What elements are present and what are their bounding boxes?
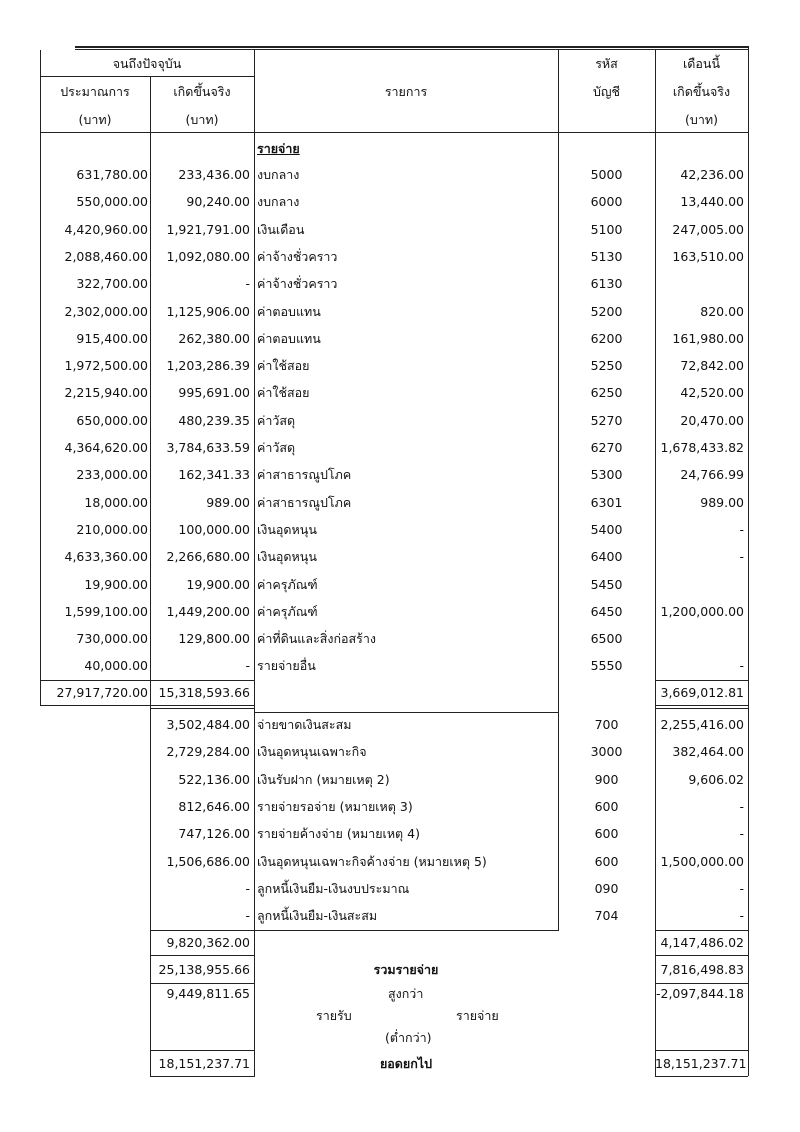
subtotal-rule-top [40,680,255,681]
header-code-1: รหัส [595,56,618,71]
header-actual-month: เกิดขึ้นจริง [672,84,731,99]
row-estimate: 4,633,360.00 [64,549,148,564]
row-item: เงินอุดหนุน [257,522,317,537]
row-month: - [739,522,744,537]
header-split-rule [40,76,255,77]
row-estimate: 650,000.00 [76,413,148,428]
subtotal2-month: 4,147,486.02 [660,935,744,950]
row-code: 6270 [590,440,623,455]
row-estimate: 210,000.00 [76,522,148,537]
row-code: 5000 [590,167,623,182]
subtotal-rule-bottom [40,705,255,706]
subtotal2-actual: 9,820,362.00 [166,935,250,950]
row-month: 1,200,000.00 [660,604,744,619]
row-item: งบกลาง [257,167,300,182]
row-actual: 480,239.35 [178,413,250,428]
row-actual: 1,921,791.00 [166,222,250,237]
row-actual: - [245,276,250,291]
diff-expense: รายจ่าย [456,1008,499,1023]
header-code-2: บัญชี [592,84,621,99]
diff-actual: 9,449,811.65 [166,986,250,1001]
row2-month: 9,606.02 [688,772,744,787]
subtotal-estimate: 27,917,720.00 [56,685,148,700]
row2-code: 700 [594,717,619,732]
carry-rule-bottom-right [655,1076,748,1077]
row-actual: - [245,658,250,673]
row-code: 6400 [590,549,623,564]
row2-actual: 3,502,484.00 [166,717,250,732]
row-actual: 1,203,286.39 [166,358,250,373]
row-estimate: 40,000.00 [84,658,148,673]
row2-month: 1,500,000.00 [660,854,744,869]
row2-code: 600 [594,799,619,814]
row-estimate: 233,000.00 [76,467,148,482]
row2-code: 3000 [590,744,623,759]
row-estimate: 1,972,500.00 [64,358,148,373]
row-code: 5550 [590,658,623,673]
diff-higher: สูงกว่า [388,986,424,1001]
header-this-month: เดือนนี้ [683,56,720,71]
col-line-act [254,50,255,1076]
total-rule-top [150,955,255,956]
diff-lower: (ต่ำกว่า) [385,1030,432,1045]
subtotal2-rule-top [150,930,255,931]
row-item: ค่าวัสดุ [257,413,296,428]
row-actual: 19,900.00 [186,577,250,592]
row2-code: 900 [594,772,619,787]
row-actual: 262,380.00 [178,331,250,346]
row-item: ค่าสาธารณูปโภค [257,495,352,510]
row2-item: ลูกหนี้เงินยืม-เงินสะสม [257,908,378,923]
header-bottom-rule [40,132,748,133]
row-item: ค่าวัสดุ [257,440,296,455]
row-estimate: 2,215,940.00 [64,385,148,400]
row2-item: จ่ายขาดเงินสะสม [257,717,352,732]
row2-month: - [739,908,744,923]
row-month: 42,520.00 [680,385,744,400]
total-label: รวมรายจ่าย [373,962,439,977]
row-month: - [739,658,744,673]
section-title: รายจ่าย [257,141,300,156]
diff-rule-top [150,983,255,984]
row-code: 6301 [590,495,623,510]
row2-actual: 2,729,284.00 [166,744,250,759]
row2-item: เงินอุดหนุนเฉพาะกิจค้างจ่าย (หมายเหตุ 5) [257,854,487,869]
row-code: 5250 [590,358,623,373]
subtotal-rule-top-right [655,680,748,681]
row-month: 20,470.00 [680,413,744,428]
carry-label: ยอดยกไป [379,1056,433,1071]
subtotal-actual: 15,318,593.66 [158,685,250,700]
row-estimate: 19,900.00 [84,577,148,592]
top-rule-2 [75,49,748,50]
row-code: 5100 [590,222,623,237]
carry-rule-top [150,1050,255,1051]
row-month: 24,766.99 [680,467,744,482]
header-baht-est: (บาท) [78,112,112,127]
row-month: 1,678,433.82 [660,440,744,455]
row-item: ค่าครุภัณฑ์ [257,604,318,619]
header-estimate: ประมาณการ [60,84,130,99]
row-estimate: 2,302,000.00 [64,304,148,319]
row-item: ค่าตอบแทน [257,331,321,346]
diff-month: -2,097,844.18 [655,986,744,1001]
row2-month: - [739,881,744,896]
row-item: ค่าครุภัณฑ์ [257,577,318,592]
row2-month: 2,255,416.00 [660,717,744,732]
carry-rule-top-right [655,1050,748,1051]
row-code: 5400 [590,522,623,537]
row-actual: 233,436.00 [178,167,250,182]
header-to-date: จนถึงปัจจุบัน [112,56,182,71]
row-actual: 1,125,906.00 [166,304,250,319]
row-item: ค่าที่ดินและสิ่งก่อสร้าง [257,631,376,646]
header-baht-month: (บาท) [685,112,718,127]
row-code: 6130 [590,276,623,291]
row-estimate: 2,088,460.00 [64,249,148,264]
row-estimate: 550,000.00 [76,194,148,209]
row-estimate: 322,700.00 [76,276,148,291]
row-month: 72,842.00 [680,358,744,373]
row-month: 42,236.00 [680,167,744,182]
row-estimate: 631,780.00 [76,167,148,182]
row-actual: 90,240.00 [186,194,250,209]
row-item: ค่าใช้สอย [257,385,310,400]
total-actual: 25,138,955.66 [158,962,250,977]
row-code: 6200 [590,331,623,346]
row-actual: 1,449,200.00 [166,604,250,619]
carry-month: 18,151,237.71 [655,1056,747,1071]
subtotal-rule-bottom-right [655,705,748,706]
row-actual: 995,691.00 [178,385,250,400]
row2-item: ลูกหนี้เงินยืม-เงินงบประมาณ [257,881,410,896]
row2-actual: 1,506,686.00 [166,854,250,869]
row-item: ค่าจ้างชั่วคราว [257,276,338,291]
row-month: 163,510.00 [672,249,744,264]
row-code: 5130 [590,249,623,264]
row2-actual: 747,126.00 [178,826,250,841]
row-item: เงินเดือน [257,222,305,237]
row-month: 247,005.00 [672,222,744,237]
row2-month: - [739,799,744,814]
row-code: 5270 [590,413,623,428]
row-code: 5450 [590,577,623,592]
header-items: รายการ [384,84,428,99]
row-estimate: 4,420,960.00 [64,222,148,237]
row2-actual: 812,646.00 [178,799,250,814]
row-actual: 989.00 [206,495,250,510]
diff-income: รายรับ [316,1008,352,1023]
subtotal-rule-bottom2 [150,708,255,709]
subtotal-month: 3,669,012.81 [660,685,744,700]
row-actual: 1,092,080.00 [166,249,250,264]
row2-actual: - [245,908,250,923]
row2-item: รายจ่ายค้างจ่าย (หมายเหตุ 4) [257,826,420,841]
row-estimate: 18,000.00 [84,495,148,510]
row-month: - [739,549,744,564]
row-month: 820.00 [700,304,744,319]
row-item: ค่าตอบแทน [257,304,321,319]
row-actual: 2,266,680.00 [166,549,250,564]
row2-code: 600 [594,854,619,869]
row-month: 13,440.00 [680,194,744,209]
subtotal-rule-bottom-right2 [655,708,748,709]
row-actual: 3,784,633.59 [166,440,250,455]
row-estimate: 730,000.00 [76,631,148,646]
row-code: 5300 [590,467,623,482]
row-code: 6000 [590,194,623,209]
row2-month: 382,464.00 [672,744,744,759]
header-actual: เกิดขึ้นจริง [173,84,231,99]
row2-month: - [739,826,744,841]
header-baht-act: (บาท) [185,112,219,127]
row-month: 989.00 [700,495,744,510]
section2-top-rule [254,712,559,713]
row-code: 6250 [590,385,623,400]
row-code: 6450 [590,604,623,619]
row-item: งบกลาง [257,194,300,209]
row-estimate: 915,400.00 [76,331,148,346]
row2-actual: 522,136.00 [178,772,250,787]
carry-rule-bottom [150,1076,255,1077]
row-estimate: 1,599,100.00 [64,604,148,619]
row2-item: รายจ่ายรอจ่าย (หมายเหตุ 3) [257,799,413,814]
row-actual: 129,800.00 [178,631,250,646]
row-item: ค่าสาธารณูปโภค [257,467,352,482]
row2-item: เงินรับฝาก (หมายเหตุ 2) [257,772,390,787]
row-item: ค่าใช้สอย [257,358,310,373]
row-estimate: 4,364,620.00 [64,440,148,455]
row2-code: 090 [594,881,619,896]
row-code: 6500 [590,631,623,646]
row-actual: 100,000.00 [178,522,250,537]
row-code: 5200 [590,304,623,319]
col-line-right [748,46,749,1076]
total-rule-top-right [655,955,748,956]
row-month: 161,980.00 [672,331,744,346]
row2-code: 704 [594,908,619,923]
top-rule-1 [75,46,748,48]
total-month: 7,816,498.83 [660,962,744,977]
carry-actual: 18,151,237.71 [158,1056,250,1071]
row-item: ค่าจ้างชั่วคราว [257,249,338,264]
row-item: เงินอุดหนุน [257,549,317,564]
row-item: รายจ่ายอื่น [257,658,316,673]
subtotal2-rule-top-right [655,930,748,931]
row-actual: 162,341.33 [178,467,250,482]
diff-rule-top-right [655,983,748,984]
row2-actual: - [245,881,250,896]
section2-bottom-rule [254,930,559,931]
row2-item: เงินอุดหนุนเฉพาะกิจ [257,744,367,759]
row2-code: 600 [594,826,619,841]
